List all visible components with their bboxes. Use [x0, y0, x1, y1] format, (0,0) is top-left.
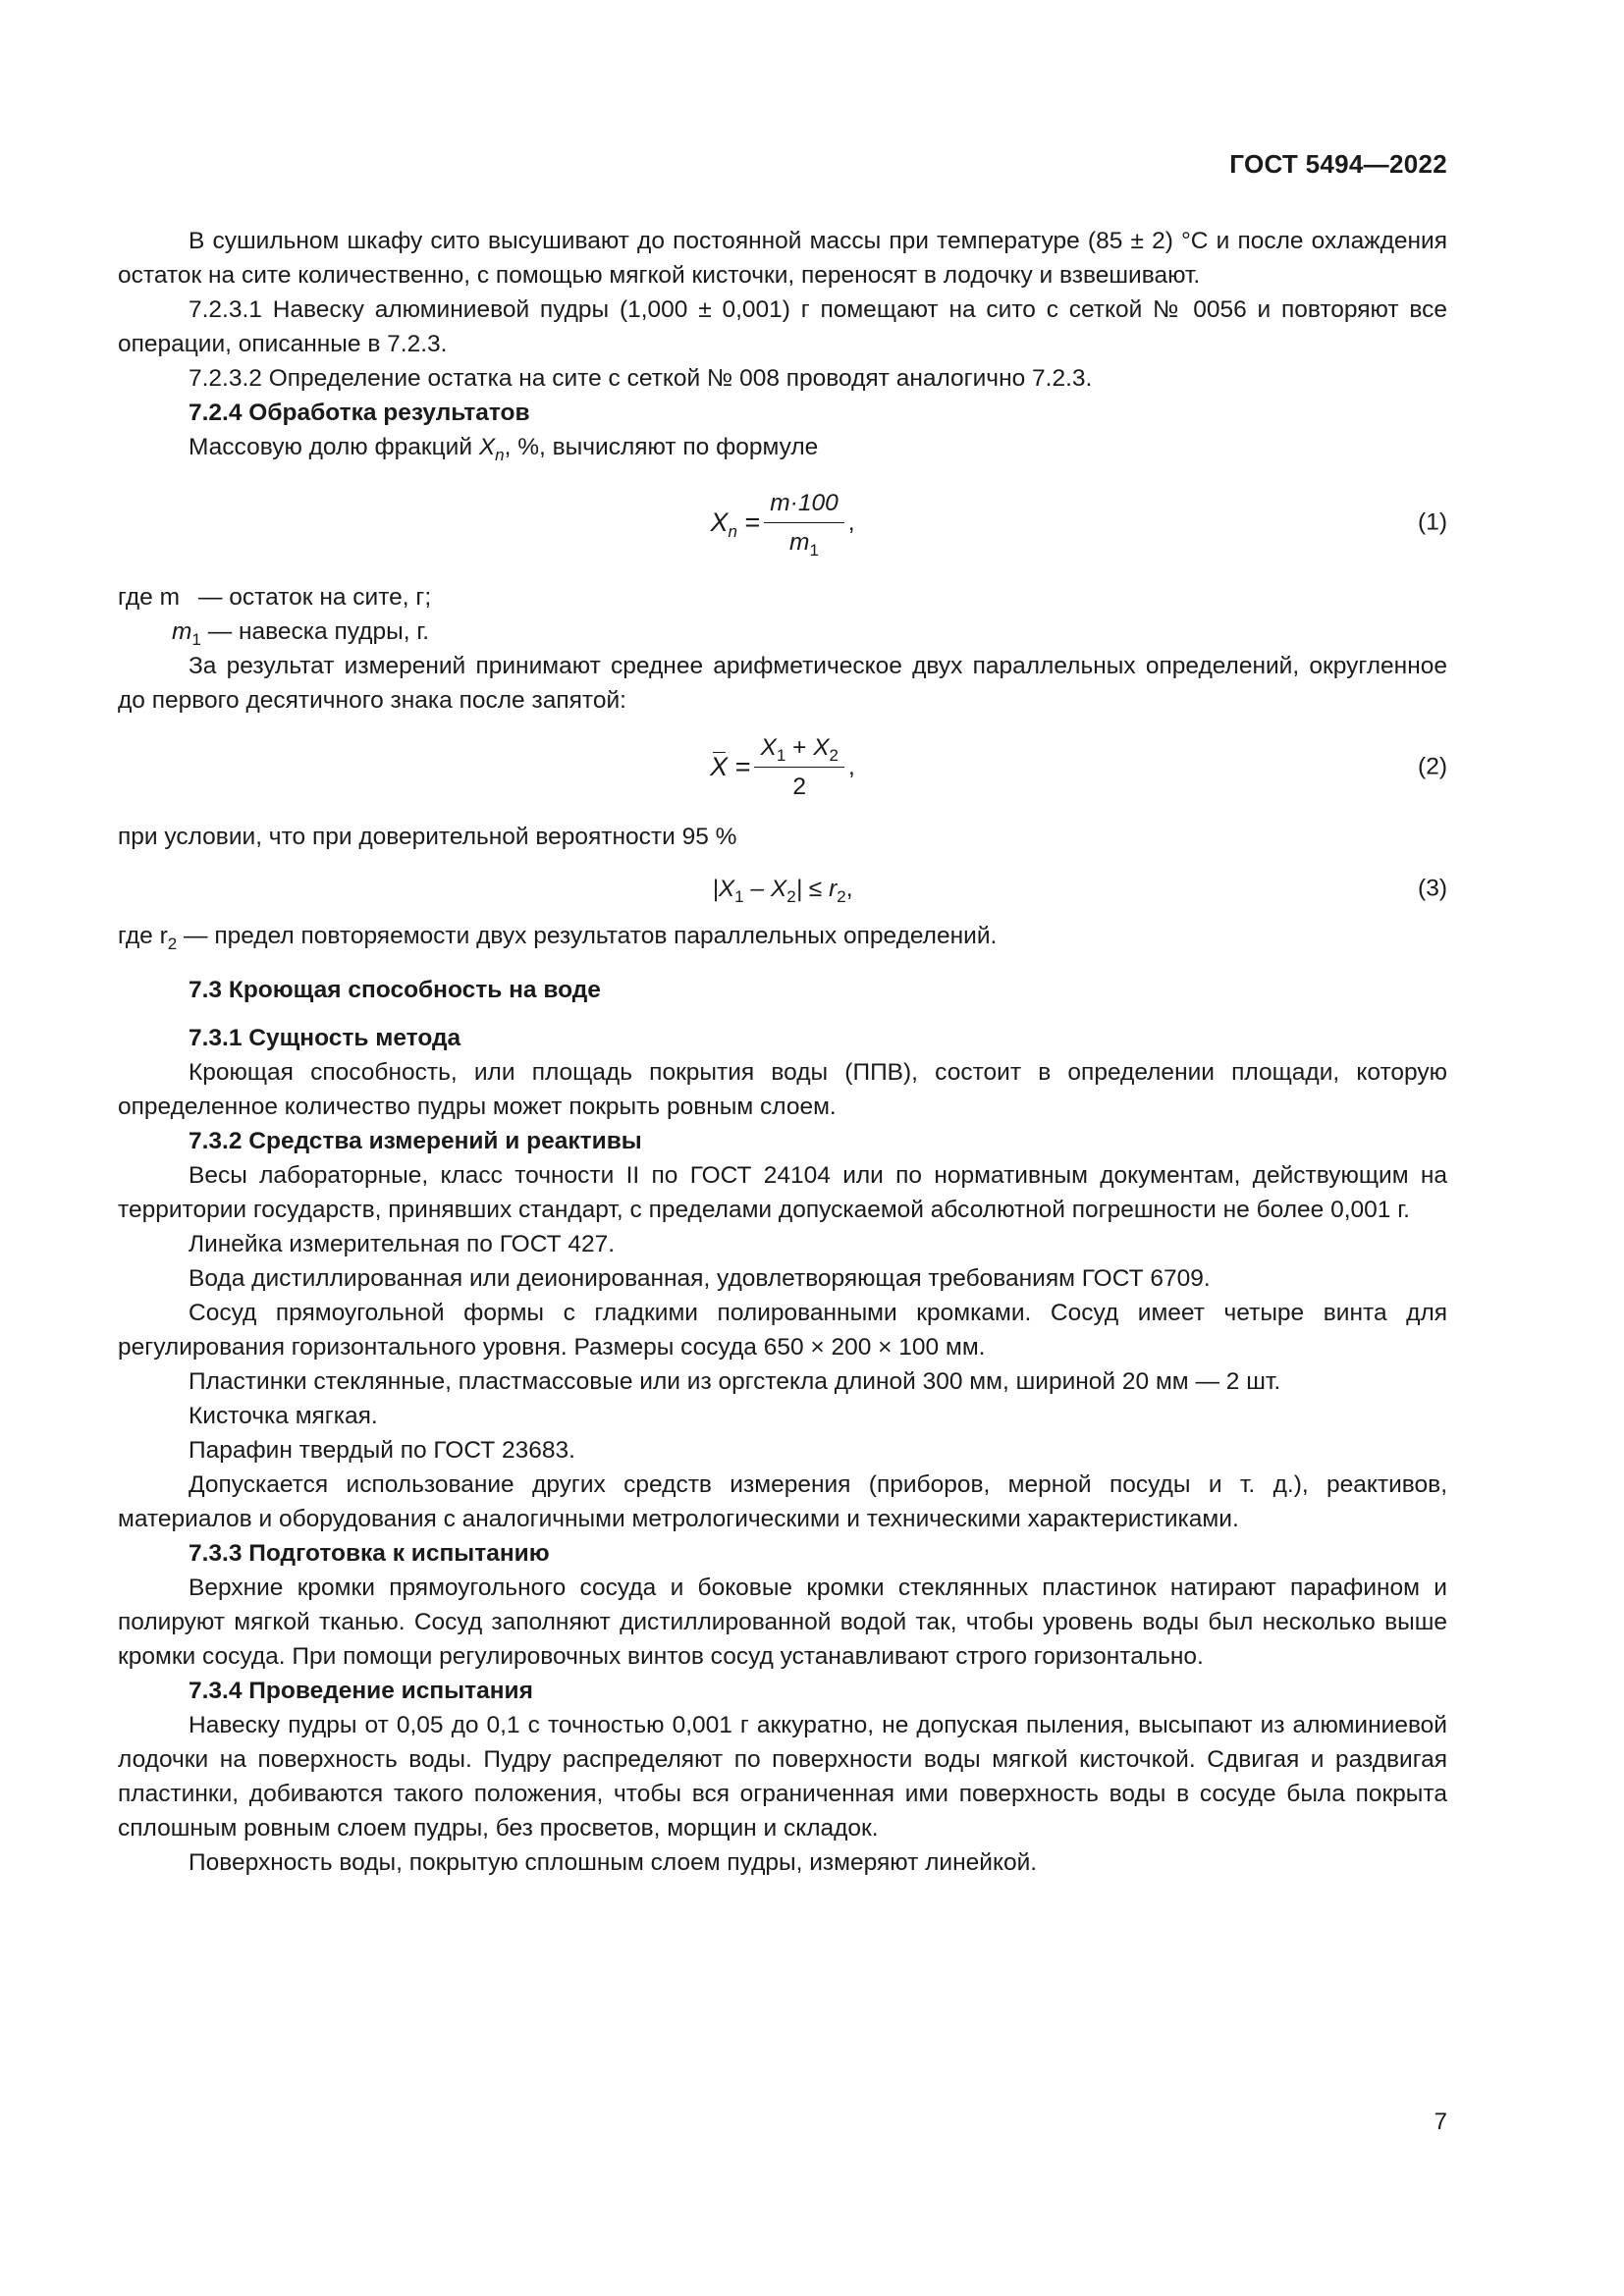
paragraph-measure-surface: Поверхность воды, покрытую сплошным слоем пудры, измеряют линейкой. [189, 1849, 1038, 1876]
paragraph-water: Вода дистиллированная или деионированная, удовлетворяющая требованиям ГОСТ 6709. [189, 1265, 1211, 1292]
paragraph-repeatability: где $r_2$ — предел повторяемости двух результатов параллельных определений. [118, 923, 998, 953]
paragraph-plates: Пластинки стеклянные, пластмассовые или из оргстекла длиной 300 мм, шириной 20 мм — 2 шт. [189, 1368, 1281, 1395]
paragraph-mass-fraction: Массовую долю фракций $X_n$, %, вычисляют по формуле [189, 434, 819, 464]
formula-1-number: (1) [1418, 508, 1447, 536]
paragraph-scales: Весы лабораторные, класс точности II по ГОСТ 24104 или по нормативным документам, действующим на территории государств, принявших стандарт, с пределами допускаемой абсолютной погрешности не более 0,001 г. [118, 1162, 1447, 1223]
paragraph-paraffin: Парафин твердый по ГОСТ 23683. [189, 1437, 575, 1464]
paragraph-vessel: Сосуд прямоугольной формы с гладкими полированными кромками. Сосуд имеет четыре винта для регулирования горизонтального уровня. Размеры сосуда 650 × 200 × 100 мм. [118, 1300, 1447, 1361]
paragraph-drying: В сушильном шкафу сито высушивают до постоянной массы при температуре (85 ± 2) °С и после охлаждения остаток на сите количественно, с помощью мягкой кисточки, переносят в лодочку и взвешивают. [118, 228, 1447, 289]
document-body [118, 224, 1447, 1880]
heading-7-2-4: 7.2.4 Обработка результатов [189, 400, 530, 426]
formula-1-fraction: $\frac{m\cdot 100}{m_1}$ [764, 486, 843, 560]
heading-7-3-4: 7.3.4 Проведение испытания [189, 1678, 533, 1704]
heading-7-3-3: 7.3.3 Подготовка к испытанию [189, 1540, 550, 1567]
paragraph-result-average: За результат измерений принимают среднее арифметическое двух параллельных определений, округленное до первого десятичного знака после запятой: [118, 653, 1447, 714]
paragraph-brush: Кисточка мягкая. [189, 1403, 378, 1429]
formula-1: $X_n$ = $\frac{m\cdot 100}{m_1}$ , (1) [118, 476, 1447, 568]
paragraph-ruler: Линейка измерительная по ГОСТ 427. [189, 1231, 616, 1257]
formula-3-number: (3) [1418, 875, 1447, 902]
formula-3: $|X_1 - X_2| \le r_2$, (3) [118, 862, 1447, 915]
document-header-id: ГОСТ 5494—2022 [1229, 149, 1447, 179]
paragraph-7-2-3-1: 7.2.3.1 Навеску алюминиевой пудры (1,000 ± 0,001) г помещают на сито с сеткой № 0056 и повторяют все операции, описанные в 7.2.3. [118, 296, 1447, 357]
paragraph-alternatives: Допускается использование других средств измерения (приборов, мерной посуды и т. д.), реактивов, материалов и оборудования с аналогичными метрологическими и техническими характеристиками. [118, 1471, 1447, 1532]
paragraph-procedure: Навеску пудры от 0,05 до 0,1 с точностью 0,001 г аккуратно, не допуская пыления, высыпают из алюминиевой лодочки на поверхность воды. Пудру распределяют по поверхности воды мягкой кисточкой. Сдвигая и раздвигая пластинки, добиваются такого положения, чтобы вся ограниченная ими поверхность воды в сосуде была покрыта сплошным ровным слоем пудры, без просветов, морщин и складок. [118, 1712, 1447, 1842]
page-number: 7 [1434, 2109, 1447, 2135]
paragraph-essence: Кроющая способность, или площадь покрытия воды (ППВ), состоит в определении площади, которую определенное количество пудры может покрыть ровным слоем. [118, 1059, 1447, 1120]
formula-2-number: (2) [1418, 753, 1447, 780]
paragraph-7-2-3-2: 7.2.3.2 Определение остатка на сите с сеткой № 008 проводят аналогично 7.2.3. [189, 365, 1093, 392]
heading-7-3-1: 7.3.1 Сущность метода [189, 1025, 461, 1051]
heading-7-3-2: 7.3.2 Средства измерений и реактивы [189, 1128, 642, 1154]
heading-7-3: 7.3 Кроющая способность на воде [189, 977, 601, 1003]
formula-2: X = $\frac{X_1 + X_2}{2}$ , (2) [118, 727, 1447, 806]
formula-2-fraction: $\frac{X_1 + X_2}{2}$ [754, 730, 844, 804]
formula-1-legend: где m — остаток на сите, г; $m_1$ — навеска пудры, г. [118, 584, 432, 649]
paragraph-preparation: Верхние кромки прямоугольного сосуда и боковые кромки стеклянных пластинок натирают парафином и полируют мягкой тканью. Сосуд заполняют дистиллированной водой так, чтобы уровень воды был несколько выше кромки сосуда. При помощи регулировочных винтов сосуд устанавливают строго горизонтально. [118, 1575, 1447, 1670]
paragraph-confidence: при условии, что при доверительной вероятности 95 % [118, 824, 737, 850]
